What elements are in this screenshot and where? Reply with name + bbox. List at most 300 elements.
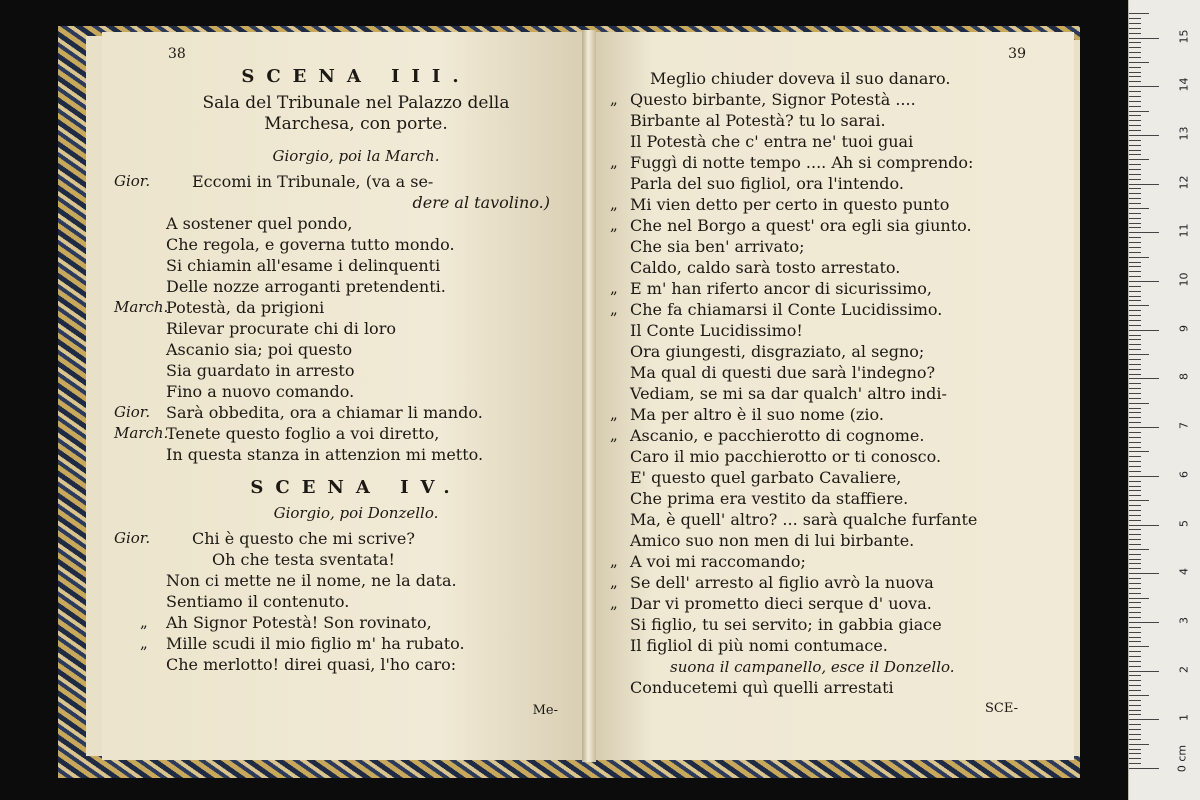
- ruler-tick: [1129, 271, 1141, 272]
- verse-line: [610, 194, 1048, 215]
- verse-text: Vediam, se mi sa dar qualch' altro indi-: [630, 384, 947, 403]
- ruler-tick: [1129, 525, 1159, 526]
- verse-text: Se dell' arresto al figlio avrò la nuova: [630, 573, 934, 592]
- ruler-tick: [1129, 81, 1141, 82]
- verse-text: A voi mi raccomando;: [630, 552, 806, 571]
- ruler-tick: [1129, 641, 1141, 642]
- verse-text: suona il campanello, esce il Donzello.: [670, 658, 955, 676]
- ruler-tick: [1129, 305, 1149, 306]
- ruler-number: 5: [1177, 519, 1191, 527]
- ruler-tick: [1129, 344, 1141, 345]
- ruler-number: 11: [1177, 223, 1191, 238]
- ruler-number: 9: [1177, 324, 1191, 332]
- ruler-tick: [1129, 753, 1141, 754]
- ruler-tick: [1129, 106, 1141, 107]
- ruler-tick: [1129, 573, 1159, 574]
- ruler-tick: [1129, 393, 1141, 394]
- ruler-number: 6: [1177, 470, 1191, 478]
- verse-text: dere al tavolino.): [412, 193, 550, 212]
- verse-line: [630, 257, 1048, 278]
- verse-line: [140, 633, 558, 654]
- speaker-label: Gior.: [114, 172, 151, 190]
- verse-text: Fino a nuovo comando.: [166, 382, 355, 401]
- verse-text: Non ci mette ne il nome, ne la data.: [166, 571, 457, 590]
- ruler-tick: [1129, 374, 1141, 375]
- verse-line: [630, 320, 1048, 341]
- verse-line: [610, 152, 1048, 173]
- ruler-tick: [1129, 359, 1141, 360]
- verse-line: [630, 530, 1048, 551]
- ruler-tick: [1129, 734, 1141, 735]
- ruler-tick: [1129, 310, 1141, 311]
- ruler-tick: [1129, 315, 1141, 316]
- ruler-tick: [1129, 656, 1141, 657]
- ruler-tick: [1129, 145, 1141, 146]
- verse-line: [610, 404, 1048, 425]
- ruler-tick: [1129, 466, 1141, 467]
- verse-line: [140, 612, 558, 633]
- verse-text: Sentiamo il contenuto.: [166, 592, 350, 611]
- ruler-tick: [1129, 13, 1149, 14]
- verse-line: [154, 318, 558, 339]
- ruler-tick: [1129, 115, 1141, 116]
- ruler-tick: [1129, 33, 1141, 34]
- ruler-tick: [1129, 339, 1141, 340]
- verse-line: [630, 509, 1048, 530]
- ruler-tick: [1129, 262, 1141, 263]
- ruler-tick: [1129, 193, 1141, 194]
- verse-text: Il figliol di più nomi contumace.: [630, 636, 888, 655]
- quote-mark: „: [610, 426, 618, 444]
- verse-text: Ma, è quell' altro? ... sarà qualche furfante: [630, 510, 978, 529]
- ruler-tick: [1129, 675, 1141, 676]
- ruler-tick: [1129, 378, 1159, 379]
- ruler-number: 12: [1177, 175, 1191, 190]
- ruler-tick: [1129, 242, 1141, 243]
- ruler-tick: [1129, 286, 1141, 287]
- ruler-number: 7: [1177, 422, 1191, 430]
- ruler-number: 4: [1177, 568, 1191, 576]
- verse-text: Sia guardato in arresto: [166, 361, 355, 380]
- ruler-tick: [1129, 700, 1141, 701]
- verse-line: [630, 236, 1048, 257]
- verse-text: Che prima era vestito da staffiere.: [630, 489, 909, 508]
- ruler-tick: [1129, 96, 1141, 97]
- ruler-tick: [1129, 627, 1141, 628]
- quote-mark: „: [610, 195, 618, 213]
- ruler-tick: [1129, 680, 1141, 681]
- ruler-tick: [1129, 184, 1159, 185]
- speaker-label: March.: [114, 424, 169, 442]
- ruler-tick: [1129, 432, 1141, 433]
- speaker-label: March.: [114, 298, 169, 316]
- page-number: 38: [168, 46, 186, 62]
- measuring-ruler: [1128, 0, 1200, 800]
- verse-line: [154, 192, 558, 213]
- ruler-tick: [1129, 208, 1149, 209]
- ruler-tick: [1129, 300, 1141, 301]
- ruler-tick: [1129, 744, 1149, 745]
- ruler-tick: [1129, 257, 1149, 258]
- verse-line: [154, 234, 558, 255]
- ruler-tick: [1129, 456, 1141, 457]
- verse-line: [610, 89, 1048, 110]
- quote-mark: „: [610, 573, 618, 591]
- verse-text: Conducetemi quì quelli arrestati: [630, 678, 894, 697]
- verse-text: Parla del suo figliol, ora l'intendo.: [630, 174, 904, 193]
- verse-line: [154, 360, 558, 381]
- ruler-tick: [1129, 666, 1141, 667]
- ruler-tick: [1129, 598, 1149, 599]
- ruler-tick: [1129, 111, 1149, 112]
- ruler-tick: [1129, 164, 1141, 165]
- ruler-tick: [1129, 335, 1141, 336]
- ruler-tick: [1129, 471, 1141, 472]
- ruler-tick: [1129, 661, 1141, 662]
- verse-text: E m' han riferto ancor di sicurissimo,: [630, 279, 933, 298]
- verse-line: [114, 423, 558, 444]
- ruler-tick: [1129, 500, 1149, 501]
- ruler-tick: [1129, 486, 1141, 487]
- verse-text: In questa stanza in attenzion mi metto.: [166, 445, 484, 464]
- ruler-tick: [1129, 729, 1141, 730]
- verse-text: Caro il mio pacchierotto or ti conosco.: [630, 447, 942, 466]
- verse-text: A sostener quel pondo,: [166, 214, 353, 233]
- ruler-tick: [1129, 583, 1141, 584]
- ruler-tick: [1129, 554, 1141, 555]
- ruler-number: 15: [1177, 29, 1191, 43]
- ruler-tick: [1129, 38, 1159, 39]
- ruler-tick: [1129, 18, 1141, 19]
- ruler-tick: [1129, 549, 1149, 550]
- ruler-tick: [1129, 67, 1141, 68]
- catchword: SCE-: [985, 701, 1018, 716]
- ruler-tick: [1129, 281, 1159, 282]
- ruler-tick: [1129, 714, 1141, 715]
- ruler-tick: [1129, 447, 1141, 448]
- ruler-tick: [1129, 169, 1141, 170]
- verse-line: [630, 656, 1048, 677]
- verse-text: Si figlio, tu sei servito; in gabbia giace: [630, 615, 942, 634]
- verse-line: [154, 654, 558, 675]
- ruler-tick: [1129, 529, 1141, 530]
- quote-mark: „: [610, 300, 618, 318]
- verse-line: [630, 341, 1048, 362]
- ruler-tick: [1129, 349, 1141, 350]
- verse-line: [610, 425, 1048, 446]
- verse-line: [154, 339, 558, 360]
- verse-text: Mille scudi il mio figlio m' ha rubato.: [166, 634, 465, 653]
- verse-text: Delle nozze arroganti pretendenti.: [166, 277, 446, 296]
- verse-text: Potestà, da prigioni: [166, 298, 325, 317]
- ruler-tick: [1129, 651, 1141, 652]
- verse-text: Ma per altro è il suo nome (zio.: [630, 405, 884, 424]
- ruler-number: 3: [1177, 616, 1191, 624]
- ruler-tick: [1129, 266, 1141, 267]
- ruler-tick: [1129, 403, 1149, 404]
- verse-line: [114, 528, 558, 549]
- verse-text: Questo birbante, Signor Potestà ....: [630, 90, 916, 109]
- ruler-unit: 0 cm: [1175, 744, 1189, 773]
- quote-mark: „: [610, 279, 618, 297]
- quote-mark: „: [610, 552, 618, 570]
- ruler-tick: [1129, 705, 1141, 706]
- verse-text: Birbante al Potestà? tu lo sarai.: [630, 111, 886, 130]
- ruler-number: 10: [1177, 272, 1191, 287]
- catchword: Me-: [532, 703, 558, 718]
- verse-line: [154, 213, 558, 234]
- ruler-tick: [1129, 739, 1141, 740]
- right-page: [596, 32, 1074, 760]
- verse-line: [630, 173, 1048, 194]
- ruler-tick: [1129, 461, 1141, 462]
- ruler-tick: [1129, 62, 1149, 63]
- ruler-tick: [1129, 422, 1141, 423]
- ruler-tick: [1129, 646, 1149, 647]
- verse-line: [154, 276, 558, 297]
- verse-text: Meglio chiuder doveva il suo danaro.: [650, 69, 951, 88]
- ruler-tick: [1129, 47, 1141, 48]
- ruler-tick: [1129, 632, 1141, 633]
- quote-mark: „: [140, 634, 148, 652]
- ruler-tick: [1129, 276, 1141, 277]
- scene-heading: SCENA III.: [241, 66, 471, 87]
- verse-line: [630, 383, 1048, 404]
- verse-text: Ascanio sia; poi questo: [166, 340, 353, 359]
- ruler-tick: [1129, 383, 1141, 384]
- ruler-tick: [1129, 476, 1159, 477]
- left-page: [102, 32, 582, 760]
- verse-text: Dar vi prometto dieci serque d' uova.: [630, 594, 932, 613]
- verse-text: Oh che testa sventata!: [212, 550, 395, 569]
- verse-line: [610, 278, 1048, 299]
- ruler-tick: [1129, 198, 1141, 199]
- page-number: 39: [1008, 46, 1026, 62]
- ruler-tick: [1129, 481, 1141, 482]
- ruler-tick: [1129, 86, 1159, 87]
- ruler-tick: [1129, 724, 1141, 725]
- ruler-tick: [1129, 685, 1141, 686]
- ruler-tick: [1129, 617, 1141, 618]
- ruler-tick: [1129, 120, 1141, 121]
- ruler-tick: [1129, 671, 1159, 672]
- verse-line: [114, 171, 558, 192]
- verse-text: Che fa chiamarsi il Conte Lucidissimo.: [630, 300, 943, 319]
- ruler-tick: [1129, 135, 1159, 136]
- verse-text: Che nel Borgo a quest' ora egli sia giunto.: [630, 216, 972, 235]
- ruler-tick: [1129, 637, 1141, 638]
- ruler-tick: [1129, 695, 1149, 696]
- ruler-tick: [1129, 130, 1141, 131]
- ruler-number: 14: [1177, 77, 1191, 92]
- ruler-tick: [1129, 710, 1141, 711]
- ruler-tick: [1129, 490, 1141, 491]
- ruler-tick: [1129, 749, 1141, 750]
- verse-line: [610, 593, 1048, 614]
- ruler-tick: [1129, 578, 1141, 579]
- ruler-number: 13: [1177, 126, 1191, 141]
- verse-text: E' questo quel garbato Cavaliere,: [630, 468, 902, 487]
- dialogue-block: [114, 528, 558, 675]
- verse-text: Che merlotto! direi quasi, l'ho caro:: [166, 655, 457, 674]
- ruler-tick: [1129, 57, 1141, 58]
- ruler-tick: [1129, 544, 1141, 545]
- verse-line: [630, 677, 1048, 698]
- ruler-tick: [1129, 150, 1141, 151]
- ruler-tick: [1129, 28, 1141, 29]
- verse-line: [114, 402, 558, 423]
- speaker-label: Gior.: [114, 403, 151, 421]
- ruler-tick: [1129, 154, 1141, 155]
- verse-text: Rilevar procurate chi di loro: [166, 319, 396, 338]
- verse-line: [630, 110, 1048, 131]
- scene-setting: Sala del Tribunale nel Palazzo della Marchesa, con porte.: [202, 93, 510, 134]
- scene-heading: SCENA IV.: [250, 477, 462, 498]
- ruler-tick: [1129, 593, 1141, 594]
- verse-line: [630, 362, 1048, 383]
- ruler-tick: [1129, 325, 1141, 326]
- ruler-tick: [1129, 218, 1141, 219]
- verse-line: [154, 591, 558, 612]
- ruler-number: 8: [1177, 373, 1191, 381]
- verse-text: Che regola, e governa tutto mondo.: [166, 235, 455, 254]
- ruler-tick: [1129, 559, 1141, 560]
- verse-text: Ah Signor Potestà! Son rovinato,: [166, 613, 432, 632]
- ruler-tick: [1129, 232, 1159, 233]
- verse-line: [610, 572, 1048, 593]
- quote-mark: „: [610, 216, 618, 234]
- ruler-tick: [1129, 412, 1141, 413]
- ruler-tick: [1129, 758, 1141, 759]
- ruler-tick: [1129, 588, 1141, 589]
- ruler-tick: [1129, 76, 1141, 77]
- verse-text: Che sia ben' arrivato;: [630, 237, 805, 256]
- characters-line: Giorgio, poi Donzello.: [273, 504, 439, 522]
- verse-text: Ora giungesti, disgraziato, al segno;: [630, 342, 925, 361]
- ruler-tick: [1129, 612, 1141, 613]
- ruler-tick: [1129, 354, 1149, 355]
- verse-line: [630, 635, 1048, 656]
- ruler-tick: [1129, 763, 1141, 764]
- quote-mark: „: [610, 405, 618, 423]
- ruler-tick: [1129, 768, 1159, 769]
- ruler-tick: [1129, 563, 1141, 564]
- ruler-tick: [1129, 140, 1141, 141]
- ruler-tick: [1129, 72, 1141, 73]
- ruler-tick: [1129, 91, 1141, 92]
- verse-line: [630, 131, 1048, 152]
- ruler-tick: [1129, 451, 1149, 452]
- ruler-tick: [1129, 296, 1141, 297]
- ruler-tick: [1129, 442, 1141, 443]
- ruler-tick: [1129, 505, 1141, 506]
- ruler-number: 1: [1177, 714, 1191, 722]
- ruler-tick: [1129, 510, 1141, 511]
- quote-mark: „: [610, 153, 618, 171]
- ruler-tick: [1129, 179, 1141, 180]
- verse-text: Ascanio, e pacchierotto di cognome.: [630, 426, 925, 445]
- verse-text: Amico suo non men di lui birbante.: [630, 531, 915, 550]
- ruler-tick: [1129, 539, 1141, 540]
- ruler-tick: [1129, 534, 1141, 535]
- verse-line: [610, 551, 1048, 572]
- ruler-tick: [1129, 188, 1141, 189]
- verse-line: [114, 297, 558, 318]
- ruler-number: 2: [1177, 665, 1191, 673]
- verse-line: [154, 381, 558, 402]
- verse-text: Caldo, caldo sarà tosto arrestato.: [630, 258, 901, 277]
- ruler-tick: [1129, 23, 1141, 24]
- ruler-tick: [1129, 417, 1141, 418]
- verse-line: [630, 614, 1048, 635]
- ruler-tick: [1129, 437, 1141, 438]
- ruler-tick: [1129, 320, 1141, 321]
- ruler-tick: [1129, 369, 1141, 370]
- ruler-tick: [1129, 427, 1159, 428]
- ruler-tick: [1129, 515, 1141, 516]
- book-gutter: [582, 30, 596, 762]
- ruler-tick: [1129, 622, 1159, 623]
- ruler-tick: [1129, 42, 1141, 43]
- verse-line: [630, 68, 1048, 89]
- quote-mark: „: [610, 90, 618, 108]
- characters-line: Giorgio, poi la March.: [272, 147, 440, 165]
- ruler-tick: [1129, 213, 1141, 214]
- ruler-tick: [1129, 247, 1141, 248]
- ruler-tick: [1129, 174, 1141, 175]
- verse-text: Il Potestà che c' entra ne' tuoi guai: [630, 132, 914, 151]
- ruler-tick: [1129, 388, 1141, 389]
- verse-line: [630, 488, 1048, 509]
- ruler-tick: [1129, 690, 1141, 691]
- verse-text: Ma qual di questi due sarà l'indegno?: [630, 363, 936, 382]
- verse-line: [610, 215, 1048, 236]
- ruler-tick: [1129, 52, 1141, 53]
- ruler-tick: [1129, 291, 1141, 292]
- ruler-tick: [1129, 520, 1141, 521]
- verse-line: [154, 549, 558, 570]
- ruler-tick: [1129, 252, 1141, 253]
- verse-text: Si chiamin all'esame i delinquenti: [166, 256, 441, 275]
- verse-line: [630, 467, 1048, 488]
- ruler-tick: [1129, 125, 1141, 126]
- verse-line: [154, 444, 558, 465]
- ruler-tick: [1129, 568, 1141, 569]
- verse-line: [154, 570, 558, 591]
- verse-text: Il Conte Lucidissimo!: [630, 321, 803, 340]
- ruler-tick: [1129, 602, 1141, 603]
- ruler-tick: [1129, 408, 1141, 409]
- verse-text: Mi vien detto per certo in questo punto: [630, 195, 950, 214]
- ruler-tick: [1129, 398, 1141, 399]
- speaker-label: Gior.: [114, 529, 151, 547]
- ruler-tick: [1129, 203, 1141, 204]
- verse-text: Tenete questo foglio a voi diretto,: [166, 424, 440, 443]
- dialogue-block: [610, 68, 1048, 698]
- verse-text: Chi è questo che mi scrive?: [192, 529, 415, 548]
- verse-text: Eccomi in Tribunale, (va a se-: [192, 172, 434, 191]
- ruler-tick: [1129, 101, 1141, 102]
- verse-line: [154, 255, 558, 276]
- quote-mark: „: [140, 613, 148, 631]
- verse-line: [630, 446, 1048, 467]
- ruler-tick: [1129, 607, 1141, 608]
- ruler-tick: [1129, 223, 1141, 224]
- verse-text: Fuggì di notte tempo .... Ah si comprendo:: [630, 153, 974, 172]
- verse-text: Sarà obbedita, ora a chiamar li mando.: [166, 403, 483, 422]
- verse-line: [610, 299, 1048, 320]
- ruler-tick: [1129, 159, 1149, 160]
